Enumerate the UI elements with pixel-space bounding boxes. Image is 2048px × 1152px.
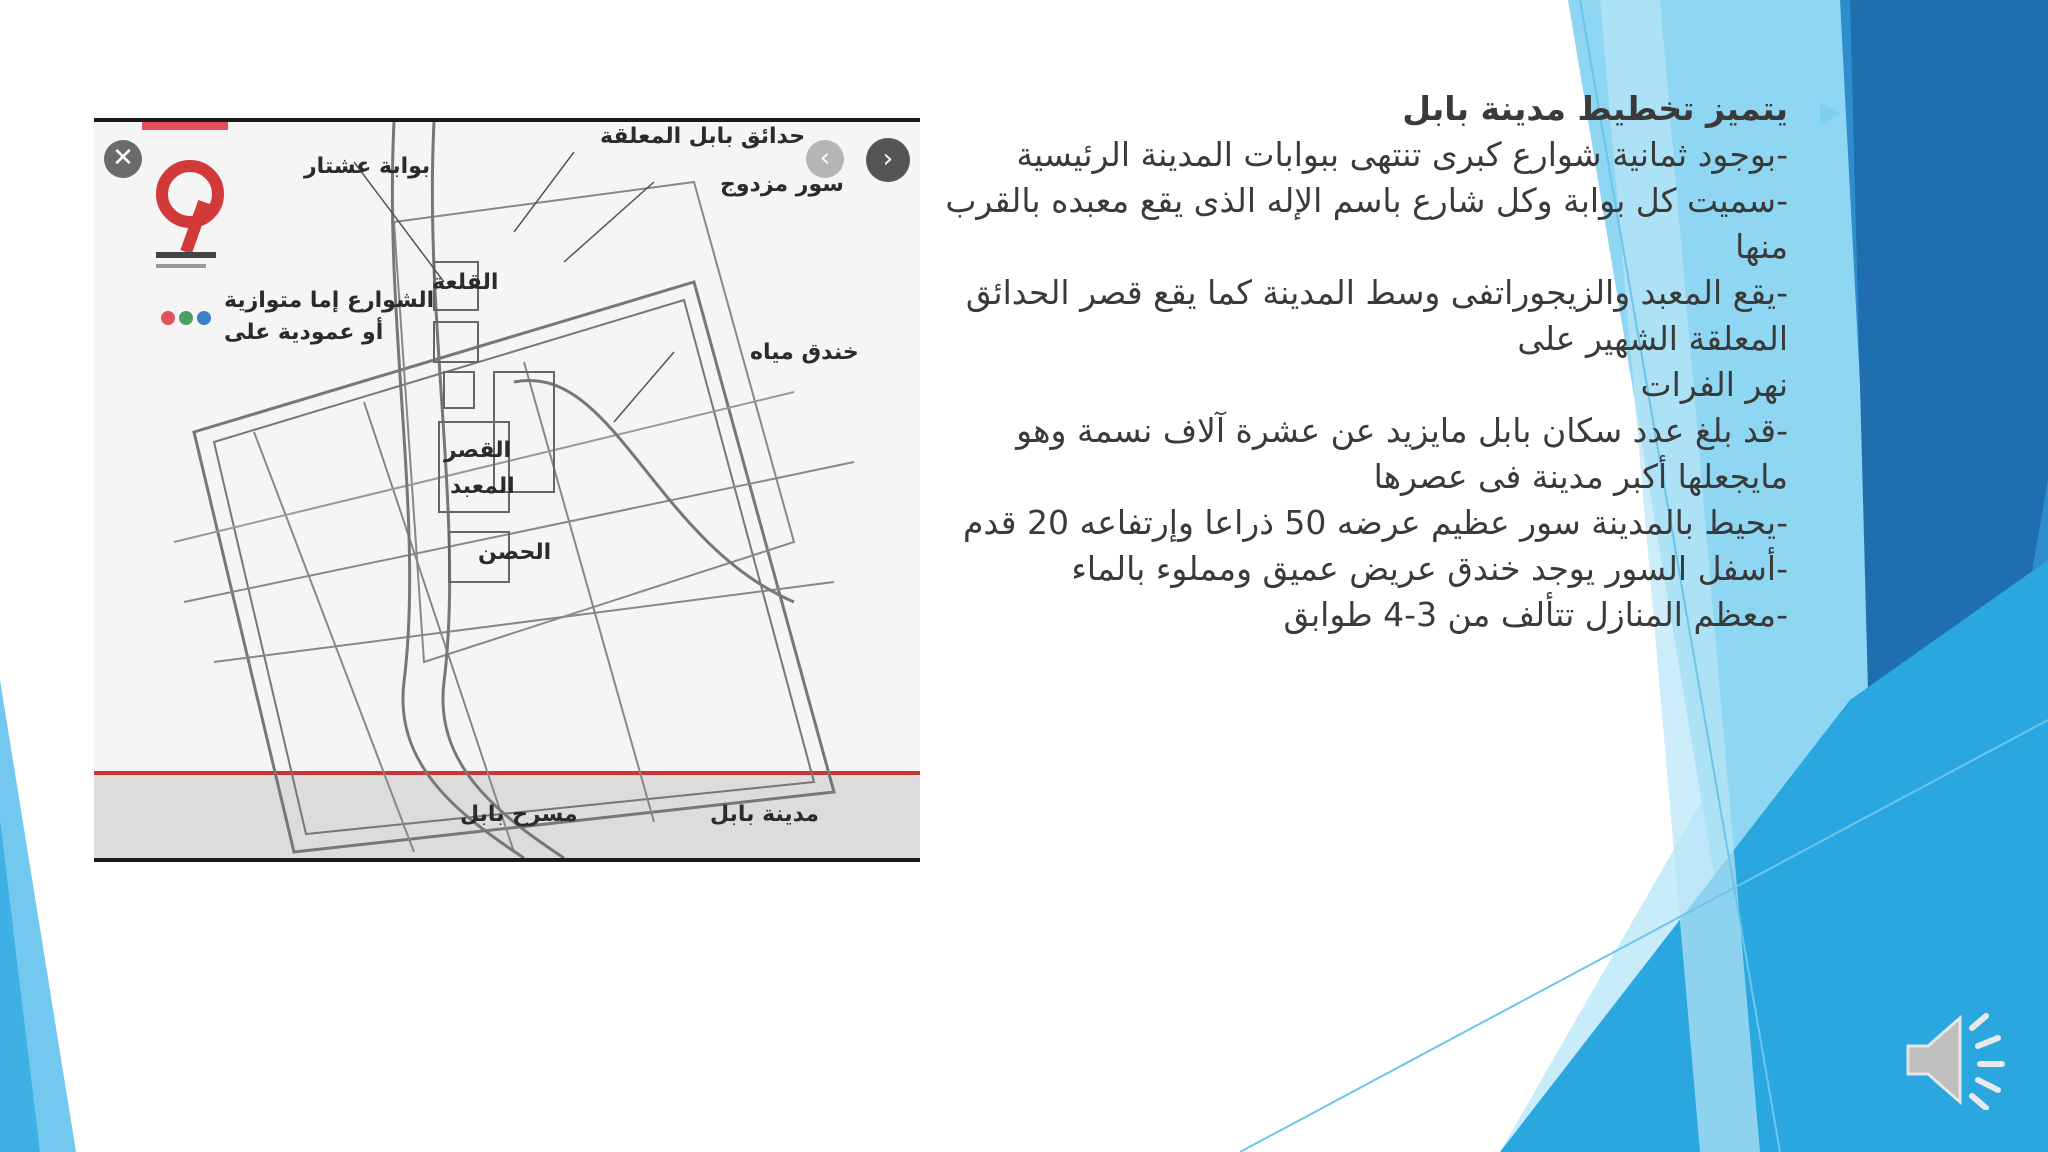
- slide-heading: يتميز تخطيط مدينة بابل: [1402, 89, 1788, 128]
- triangle-bullet-icon: [1820, 102, 1840, 126]
- map-label-double-wall: سور مزدوج: [720, 172, 844, 197]
- text-line-3: -يقع المعبد والزيجوراتفى وسط المدينة كما يقع قصر الحدائق المعلقة الشهير على: [965, 273, 1788, 358]
- map-label-babylon-city: مدينة بابل: [710, 802, 819, 827]
- map-label-streets-note-1: الشوارع إما متوازية: [224, 288, 435, 313]
- text-line-4: نهر الفرات: [1640, 365, 1788, 404]
- chevron-right-icon[interactable]: ›: [866, 138, 910, 182]
- map-label-fortress: الحصن: [478, 540, 552, 565]
- text-line-5: -قد بلغ عدد سكان بابل مايزيد عن عشرة آلاف نسمة وهو مايجعلها أكبر مدينة فى عصرها: [1016, 411, 1788, 496]
- map-label-palace: القصر: [444, 438, 511, 463]
- map-label-hanging-gardens: حدائق بابل المعلقة: [600, 124, 806, 149]
- map-label-citadel: القلعة: [432, 270, 499, 295]
- babylon-map-image: [94, 118, 920, 862]
- map-label-babylon-theatre: مسرح بابل: [460, 802, 578, 827]
- slide-body-text: [940, 86, 1788, 638]
- map-label-streets-note-2: أو عمودية على: [224, 320, 384, 345]
- text-line-1: -بوجود ثمانية شوارع كبرى تنتهى ببوابات المدينة الرئيسية: [1016, 135, 1788, 174]
- map-label-ishtar-gate: بوابة عشتار: [304, 154, 431, 179]
- map-label-water-moat: خندق مياه: [750, 340, 859, 365]
- text-line-6: -يحيط بالمدينة سور عظيم عرضه 50 ذراعا وإرتفاعه 20 قدم: [963, 503, 1788, 542]
- text-line-2: -سميت كل بوابة وكل شارع باسم الإله الذى يقع معبده بالقرب منها: [945, 181, 1788, 266]
- speaker-icon[interactable]: [1904, 1010, 2010, 1110]
- close-icon[interactable]: ✕: [104, 140, 142, 178]
- text-line-7: -أسفل السور يوجد خندق عريض عميق ومملوء بالماء: [1071, 549, 1788, 588]
- chevron-left-icon[interactable]: ‹: [806, 140, 844, 178]
- text-line-8: -معظم المنازل تتألف من 3-4 طوابق: [1283, 595, 1788, 634]
- map-label-temple: المعبد: [450, 474, 515, 499]
- logo-bar: [142, 122, 228, 130]
